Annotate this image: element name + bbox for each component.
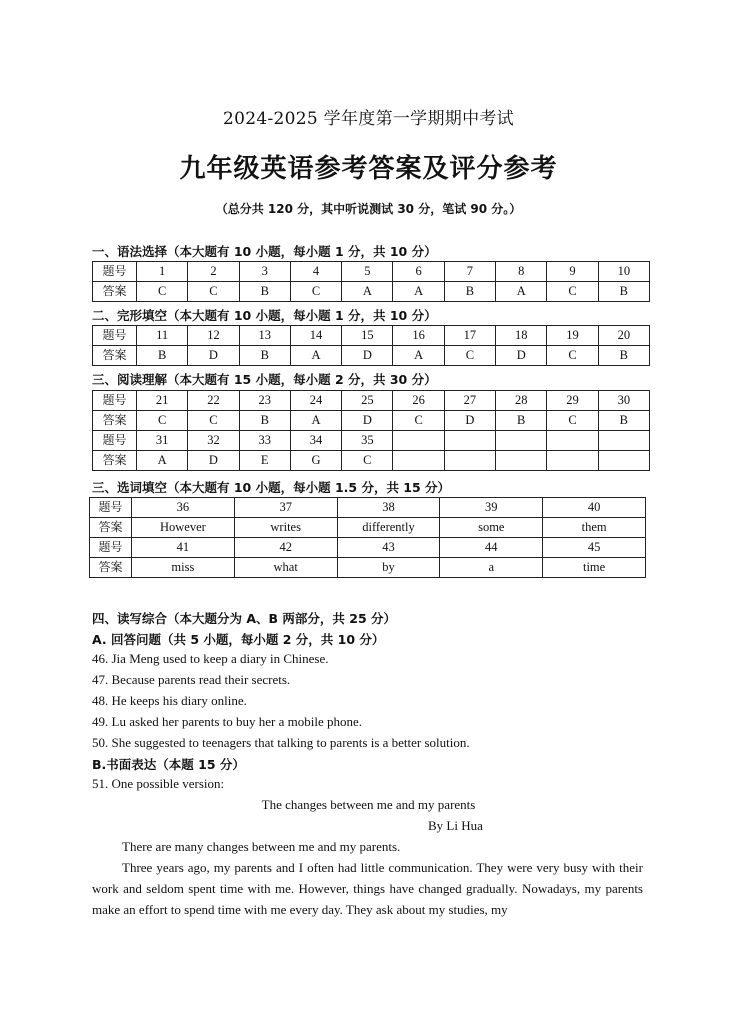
table-cell: A xyxy=(290,411,341,431)
table-cell: 5 xyxy=(342,262,393,282)
answer-48: 48. He keeps his diary online. xyxy=(92,693,247,708)
table-cell: 12 xyxy=(188,326,239,346)
table-cell: B xyxy=(496,411,547,431)
table-cell: D xyxy=(444,411,495,431)
table-row xyxy=(93,431,650,451)
exam-title: 2024-2025 学年度第一学期期中考试 xyxy=(223,109,514,129)
section2-heading: 二、完形填空（本大题有 10 小题，每小题 1 分，共 10 分） xyxy=(92,308,437,323)
table-cell: 17 xyxy=(444,326,495,346)
table-cell: 38 xyxy=(337,498,440,518)
table-cell: writes xyxy=(234,518,337,538)
table-cell: 8 xyxy=(496,262,547,282)
answer-46: 46. Jia Meng used to keep a diary in Chinese. xyxy=(92,651,329,666)
part-a-heading: A. 回答问题（共 5 小题，每小题 2 分，共 10 分） xyxy=(92,632,385,647)
table-cell: 7 xyxy=(444,262,495,282)
part-b-heading: B.书面表达（本题 15 分） xyxy=(92,757,245,772)
row-label: 题号 xyxy=(90,498,132,518)
table-cell: D xyxy=(342,346,393,366)
row-label: 答案 xyxy=(93,346,137,366)
version-label: 51. One possible version: xyxy=(92,776,225,791)
row-label: 答案 xyxy=(90,558,132,578)
table-cell: C xyxy=(137,411,188,431)
table-cell: some xyxy=(440,518,543,538)
row-label: 题号 xyxy=(93,431,137,451)
table-cell: 27 xyxy=(444,391,495,411)
table-cell: A xyxy=(496,282,547,302)
table-cell: 13 xyxy=(239,326,290,346)
table-cell: 4 xyxy=(290,262,341,282)
table-cell: C xyxy=(547,346,598,366)
section4-heading: 三、选词填空（本大题有 10 小题，每小题 1.5 分，共 15 分） xyxy=(92,480,451,495)
table-cell: 35 xyxy=(342,431,393,451)
table-cell xyxy=(496,451,547,471)
table-row xyxy=(93,411,650,431)
table-cell: 28 xyxy=(496,391,547,411)
essay-paragraph-2: Three years ago, my parents and I often had little communication. They were very busy with their work and seldom spent time with me. However, things have changed gradually. Nowadays, my parents make an effort to spend time with me every day. They ask about my studies, my xyxy=(92,860,643,917)
table-cell: 9 xyxy=(547,262,598,282)
row-label: 答案 xyxy=(93,411,137,431)
table-cell: B xyxy=(444,282,495,302)
row-label: 答案 xyxy=(93,282,137,302)
section3-heading: 三、阅读理解（本大题有 15 小题，每小题 2 分，共 30 分） xyxy=(92,372,437,387)
table-cell xyxy=(547,451,598,471)
table-cell: 10 xyxy=(598,262,649,282)
table-cell: C xyxy=(188,282,239,302)
table-cell: A xyxy=(342,282,393,302)
table-cell: C xyxy=(547,411,598,431)
table-cell: B xyxy=(598,411,649,431)
page-title: 九年级英语参考答案及评分参考 xyxy=(179,154,558,184)
table-cell: D xyxy=(342,411,393,431)
table-cell: 36 xyxy=(132,498,235,518)
table-cell: 44 xyxy=(440,538,543,558)
answer-50: 50. She suggested to teenagers that talking to parents is a better solution. xyxy=(92,735,470,750)
table-row xyxy=(93,282,650,302)
table-cell: C xyxy=(188,411,239,431)
table-cell xyxy=(598,451,649,471)
table-cell: 39 xyxy=(440,498,543,518)
table-cell xyxy=(444,431,495,451)
table-cell: A xyxy=(290,346,341,366)
table-cell: G xyxy=(290,451,341,471)
table-cell: However xyxy=(132,518,235,538)
table-row xyxy=(93,346,650,366)
table-cell: 6 xyxy=(393,262,444,282)
table-cell: 23 xyxy=(239,391,290,411)
row-label: 答案 xyxy=(90,518,132,538)
table-cell: B xyxy=(598,282,649,302)
table-cell: 43 xyxy=(337,538,440,558)
section4-table xyxy=(89,497,646,578)
section1-heading: 一、语法选择（本大题有 10 小题，每小题 1 分，共 10 分） xyxy=(92,244,437,259)
table-cell: 18 xyxy=(496,326,547,346)
essay-paragraph-1: There are many changes between me and my parents. xyxy=(122,839,401,854)
section1-table xyxy=(92,261,650,302)
section5-heading: 四、读写综合（本大题分为 A、B 两部分，共 25 分） xyxy=(92,611,397,626)
table-cell: 45 xyxy=(543,538,646,558)
table-cell: 16 xyxy=(393,326,444,346)
table-cell: 42 xyxy=(234,538,337,558)
table-cell: 34 xyxy=(290,431,341,451)
table-cell: 37 xyxy=(234,498,337,518)
table-cell: 11 xyxy=(137,326,188,346)
table-cell: 21 xyxy=(137,391,188,411)
table-row xyxy=(93,262,650,282)
answer-49: 49. Lu asked her parents to buy her a mobile phone. xyxy=(92,714,363,729)
table-cell: A xyxy=(393,282,444,302)
table-cell: time xyxy=(543,558,646,578)
table-cell: a xyxy=(440,558,543,578)
table-cell xyxy=(393,451,444,471)
table-row xyxy=(93,326,650,346)
essay-title: The changes between me and my parents xyxy=(261,797,476,812)
table-cell: 3 xyxy=(239,262,290,282)
table-cell: them xyxy=(543,518,646,538)
table-cell: miss xyxy=(132,558,235,578)
row-label: 题号 xyxy=(90,538,132,558)
table-row xyxy=(90,498,646,518)
table-cell xyxy=(393,431,444,451)
table-cell: 30 xyxy=(598,391,649,411)
table-cell: 41 xyxy=(132,538,235,558)
table-row xyxy=(93,451,650,471)
row-label: 答案 xyxy=(93,451,137,471)
table-cell: by xyxy=(337,558,440,578)
table-cell xyxy=(496,431,547,451)
table-cell: differently xyxy=(337,518,440,538)
table-cell: B xyxy=(598,346,649,366)
table-cell: D xyxy=(188,346,239,366)
table-cell: C xyxy=(393,411,444,431)
table-cell: B xyxy=(137,346,188,366)
table-cell: 26 xyxy=(393,391,444,411)
table-cell xyxy=(444,451,495,471)
table-cell: 32 xyxy=(188,431,239,451)
table-cell: 19 xyxy=(547,326,598,346)
table-cell: 2 xyxy=(188,262,239,282)
table-cell: C xyxy=(444,346,495,366)
table-cell: B xyxy=(239,346,290,366)
table-cell: 29 xyxy=(547,391,598,411)
answer-47: 47. Because parents read their secrets. xyxy=(92,672,291,687)
table-row xyxy=(90,558,646,578)
table-cell: C xyxy=(137,282,188,302)
section3-table xyxy=(92,390,650,471)
table-cell: B xyxy=(239,282,290,302)
table-cell: 40 xyxy=(543,498,646,518)
table-cell: 24 xyxy=(290,391,341,411)
table-cell: 25 xyxy=(342,391,393,411)
row-label: 题号 xyxy=(93,326,137,346)
table-cell: 1 xyxy=(137,262,188,282)
table-cell: what xyxy=(234,558,337,578)
row-label: 题号 xyxy=(93,262,137,282)
table-cell: A xyxy=(393,346,444,366)
table-row xyxy=(93,391,650,411)
table-cell: C xyxy=(290,282,341,302)
table-cell: C xyxy=(342,451,393,471)
table-cell: D xyxy=(188,451,239,471)
table-cell xyxy=(598,431,649,451)
table-cell: D xyxy=(496,346,547,366)
table-cell: 22 xyxy=(188,391,239,411)
essay-author: By Li Hua xyxy=(428,818,483,833)
table-cell: E xyxy=(239,451,290,471)
table-cell: 31 xyxy=(137,431,188,451)
table-cell: 33 xyxy=(239,431,290,451)
section2-table xyxy=(92,325,650,366)
score-note: （总分共 120 分，其中听说测试 30 分，笔试 90 分。） xyxy=(215,202,522,216)
table-cell xyxy=(547,431,598,451)
table-cell: C xyxy=(547,282,598,302)
table-cell: 14 xyxy=(290,326,341,346)
table-cell: B xyxy=(239,411,290,431)
table-row xyxy=(90,538,646,558)
table-cell: 15 xyxy=(342,326,393,346)
table-row xyxy=(90,518,646,538)
table-cell: 20 xyxy=(598,326,649,346)
table-cell: A xyxy=(137,451,188,471)
row-label: 题号 xyxy=(93,391,137,411)
